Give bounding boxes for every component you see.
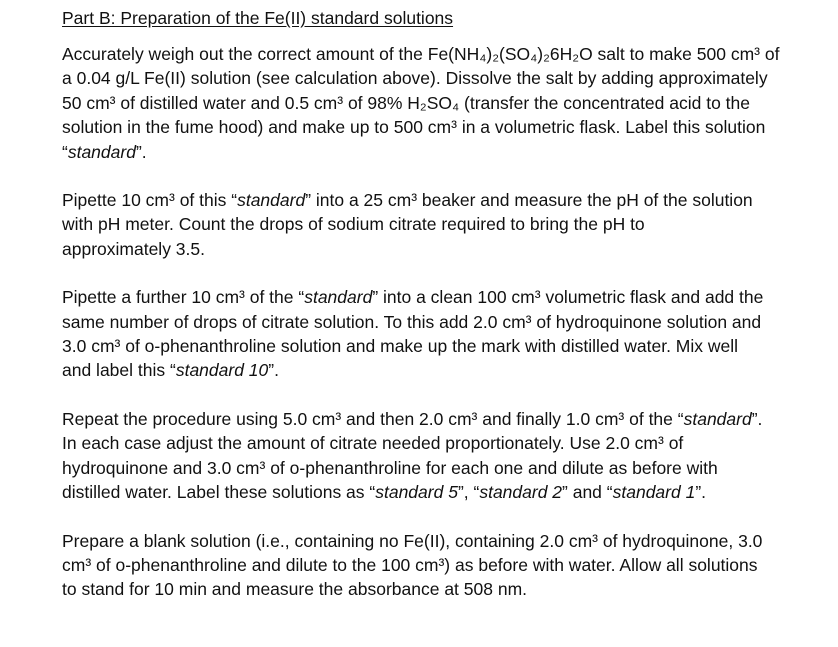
text-line: 50 cm³ of distilled water and 0.5 cm³ of 98% H₂SO₄ (transfer the concentrated acid to the [62, 92, 751, 113]
text-line: a 0.04 g/L Fe(II) solution (see calculation above). Dissolve the salt by adding approximately [62, 68, 768, 89]
text-line: approximately 3.5. [62, 238, 205, 259]
section-heading: Part B: Preparation of the Fe(II) standard solutions [62, 8, 454, 28]
paragraph-standard-10 [62, 285, 822, 383]
text-line: Repeat the procedure using 5.0 cm³ and then 2.0 cm³ and finally 1.0 cm³ of the “standard”. [62, 408, 763, 429]
text-line: cm³ of o-phenanthroline and dilute to the 100 cm³) as before with water. Allow all solutions [62, 554, 758, 575]
paragraph-ph-adjustment [62, 188, 822, 261]
paragraph-salt-preparation [62, 42, 822, 164]
text-line: 3.0 cm³ of o-phenanthroline solution and make up the mark with distilled water. Mix well [62, 336, 739, 357]
text-line: same number of drops of citrate solution. To this add 2.0 cm³ of hydroquinone solution and [62, 311, 762, 332]
text-line: solution in the fume hood) and make up to 500 cm³ in a volumetric flask. Label this solution [62, 117, 766, 138]
text-line: with pH meter. Count the drops of sodium citrate required to bring the pH to [62, 214, 645, 235]
paragraph-blank-solution [62, 529, 822, 602]
paragraph-repeat-procedure [62, 407, 822, 505]
text-line: hydroquinone and 3.0 cm³ of o-phenanthroline for each one and dilute as before with [62, 457, 718, 478]
text-line: distilled water. Label these solutions as “standard 5”, “standard 2” and “standard 1”. [62, 482, 707, 503]
document-body [62, 6, 822, 626]
text-line: Accurately weigh out the correct amount of the Fe(NH₄)₂(SO₄)₂6H₂O salt to make 500 cm³ of [62, 44, 780, 64]
text-line: and label this “standard 10”. [62, 360, 279, 381]
text-line: Prepare a blank solution (i.e., containing no Fe(II), containing 2.0 cm³ of hydroquinone, 3.0 [62, 530, 763, 551]
text-line: In each case adjust the amount of citrate needed proportionately. Use 2.0 cm³ of [62, 433, 684, 454]
text-line: “standard”. [62, 141, 147, 162]
text-line: Pipette a further 10 cm³ of the “standard” into a clean 100 cm³ volumetric flask and add the [62, 287, 764, 308]
text-line: to stand for 10 min and measure the absorbance at 508 nm. [62, 579, 528, 600]
text-line: Pipette 10 cm³ of this “standard” into a 25 cm³ beaker and measure the pH of the solution [62, 190, 753, 211]
